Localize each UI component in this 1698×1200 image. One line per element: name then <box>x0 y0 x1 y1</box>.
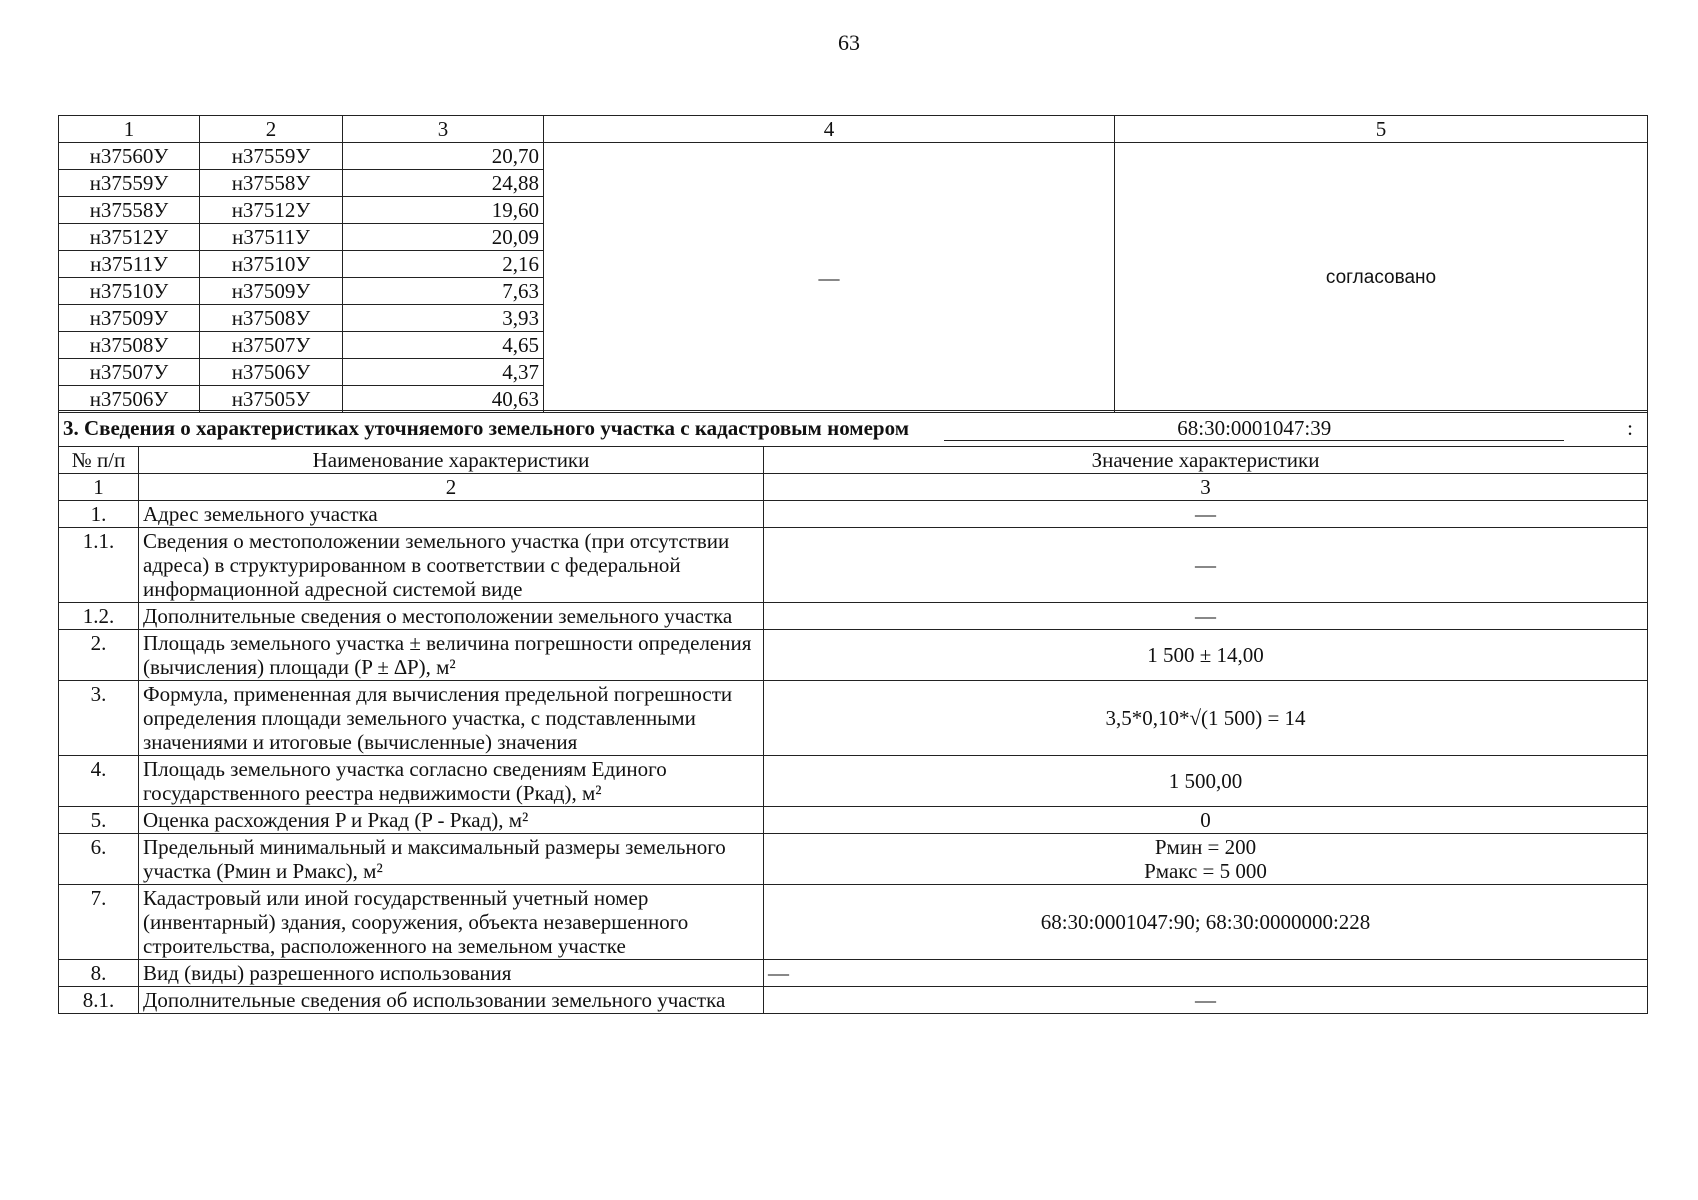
table-row <box>59 987 1648 1014</box>
row-number: 3. <box>59 681 139 756</box>
segment-length: 20,09 <box>343 224 544 251</box>
col-number: 1 <box>59 474 139 501</box>
characteristic-name: Оценка расхождения P и Pкад (P - Pкад), м² <box>139 807 764 834</box>
to-point: н37506У <box>200 359 343 386</box>
table-row <box>59 630 1648 681</box>
row-number: 1. <box>59 501 139 528</box>
col-number: 2 <box>139 474 764 501</box>
characteristic-value: — <box>764 960 1648 987</box>
from-point: н37509У <box>59 305 200 332</box>
segments-table <box>58 115 1648 413</box>
from-point: н37512У <box>59 224 200 251</box>
max-size: Pмакс = 5 000 <box>1144 859 1267 883</box>
table-row <box>59 603 1648 630</box>
to-point: н37509У <box>200 278 343 305</box>
from-point: н37510У <box>59 278 200 305</box>
header-value: Значение характеристики <box>764 447 1648 474</box>
to-point: н37507У <box>200 332 343 359</box>
characteristic-name: Вид (виды) разрешенного использования <box>139 960 764 987</box>
to-point: н37511У <box>200 224 343 251</box>
table-row <box>59 834 1648 885</box>
characteristic-value: — <box>764 501 1648 528</box>
characteristic-value: 0 <box>764 807 1648 834</box>
segment-length: 19,60 <box>343 197 544 224</box>
characteristic-value: — <box>764 528 1648 603</box>
characteristic-value: 3,5*0,10*√(1 500) = 14 <box>764 681 1648 756</box>
segment-length: 24,88 <box>343 170 544 197</box>
to-point: н37508У <box>200 305 343 332</box>
row-number: 8.1. <box>59 987 139 1014</box>
characteristic-value: 1 500,00 <box>764 756 1648 807</box>
table-row <box>59 681 1648 756</box>
from-point: н37558У <box>59 197 200 224</box>
from-point: н37559У <box>59 170 200 197</box>
to-point: н37510У <box>200 251 343 278</box>
row-number: 2. <box>59 630 139 681</box>
row-number: 8. <box>59 960 139 987</box>
segments-header-cell: 5 <box>1115 116 1648 143</box>
characteristic-value: — <box>764 987 1648 1014</box>
table-row <box>59 501 1648 528</box>
segment-length: 2,16 <box>343 251 544 278</box>
page-number: 63 <box>838 30 860 55</box>
row-number: 7. <box>59 885 139 960</box>
characteristic-name: Дополнительные сведения о местоположении земельного участка <box>139 603 764 630</box>
segments-header-cell: 1 <box>59 116 200 143</box>
col4-merged-cell: — <box>544 143 1115 413</box>
characteristics-table <box>58 410 1648 1014</box>
to-point: н37505У <box>200 386 343 413</box>
table-row <box>59 885 1648 960</box>
segments-header-cell: 3 <box>343 116 544 143</box>
segments-header-row <box>59 116 1648 143</box>
segments-header-cell: 4 <box>544 116 1115 143</box>
from-point: н37508У <box>59 332 200 359</box>
table-row <box>59 960 1648 987</box>
segment-length: 3,93 <box>343 305 544 332</box>
approval-status: согласовано <box>1115 143 1648 413</box>
row-number: 1.2. <box>59 603 139 630</box>
to-point: н37512У <box>200 197 343 224</box>
section-title-row <box>59 411 1648 447</box>
colon: : <box>1627 416 1634 440</box>
table-row <box>59 528 1648 603</box>
characteristic-name: Формула, примененная для вычисления предельной погрешности определения площади земельного участка, с подставленными значениями и итоговые (вычисленные) значения <box>139 681 764 756</box>
characteristic-value: 1 500 ± 14,00 <box>764 630 1648 681</box>
min-size: Pмин = 200 <box>1154 835 1257 859</box>
row-number: 6. <box>59 834 139 885</box>
characteristic-value-range <box>764 834 1648 885</box>
characteristic-value: — <box>764 603 1648 630</box>
characteristic-value: 68:30:0001047:90; 68:30:0000000:228 <box>764 885 1648 960</box>
row-number: 1.1. <box>59 528 139 603</box>
cadastral-number: 68:30:0001047:39 <box>944 416 1564 441</box>
characteristic-name: Площадь земельного участка ± величина погрешности определения (вычисления) площади (P ± ∆P), м² <box>139 630 764 681</box>
from-point: н37506У <box>59 386 200 413</box>
to-point: н37559У <box>200 143 343 170</box>
row-number: 5. <box>59 807 139 834</box>
to-point: н37558У <box>200 170 343 197</box>
section-title: 3. Сведения о характеристиках уточняемого земельного участка с кадастровым номером <box>63 416 910 440</box>
segment-length: 7,63 <box>343 278 544 305</box>
col-number: 3 <box>764 474 1648 501</box>
segments-header-cell: 2 <box>200 116 343 143</box>
header-num: № п/п <box>59 447 139 474</box>
characteristic-name: Кадастровый или иной государственный учетный номер (инвентарный) здания, сооружения, объекта незавершенного строительства, расположенного на земельном участке <box>139 885 764 960</box>
segment-length: 40,63 <box>343 386 544 413</box>
header-name: Наименование характеристики <box>139 447 764 474</box>
table-row <box>59 807 1648 834</box>
column-numbers-row <box>59 474 1648 501</box>
segment-length: 4,37 <box>343 359 544 386</box>
characteristics-header-row <box>59 447 1648 474</box>
segment-length: 20,70 <box>343 143 544 170</box>
segment-length: 4,65 <box>343 332 544 359</box>
characteristic-name: Адрес земельного участка <box>139 501 764 528</box>
characteristic-name: Предельный минимальный и максимальный размеры земельного участка (Pмин и Pмакс), м² <box>139 834 764 885</box>
row-number: 4. <box>59 756 139 807</box>
from-point: н37507У <box>59 359 200 386</box>
table-row <box>59 756 1648 807</box>
characteristic-name: Площадь земельного участка согласно сведениям Единого государственного реестра недвижимости (Pкад), м² <box>139 756 764 807</box>
characteristic-name: Сведения о местоположении земельного участка (при отсутствии адреса) в структурированном в соответствии с федеральной информационной адресной системой виде <box>139 528 764 603</box>
characteristic-name: Дополнительные сведения об использовании земельного участка <box>139 987 764 1014</box>
table-row <box>59 143 1648 170</box>
from-point: н37511У <box>59 251 200 278</box>
from-point: н37560У <box>59 143 200 170</box>
